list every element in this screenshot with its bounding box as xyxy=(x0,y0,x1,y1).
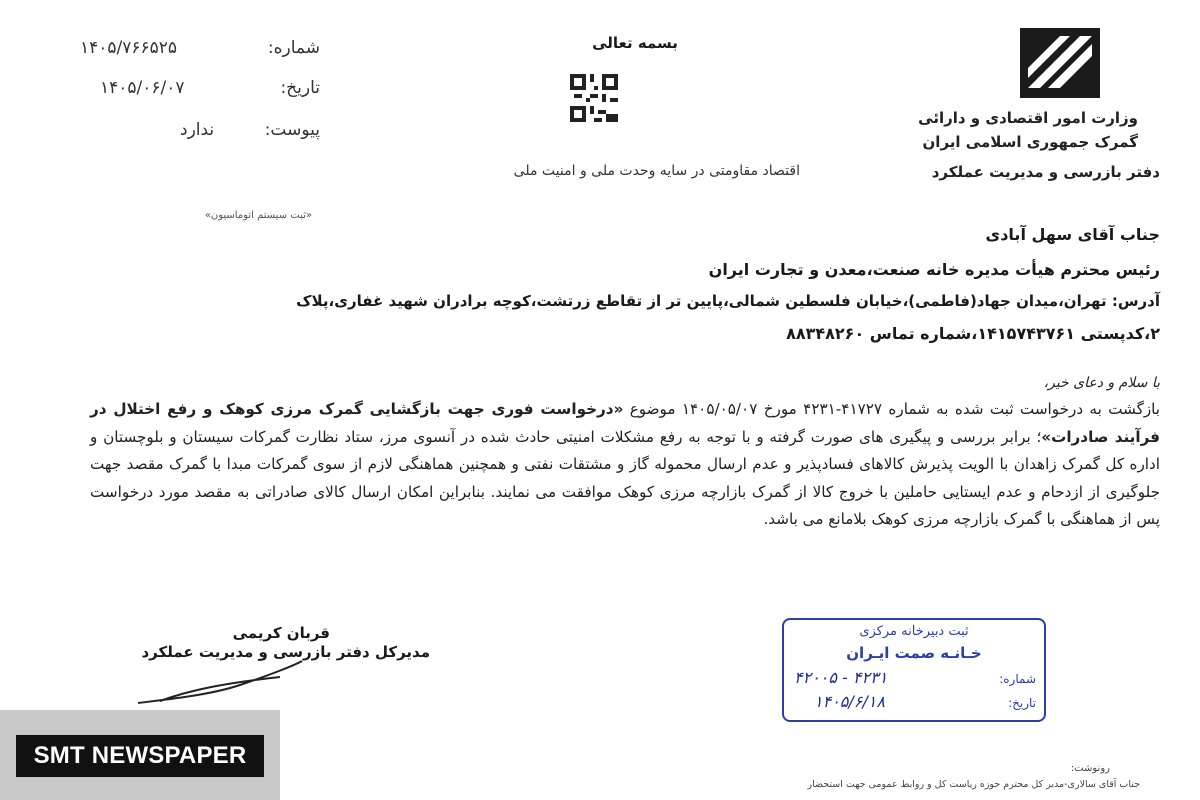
recipient-postal: ۲،کدپستی ۱۴۱۵۷۴۳۷۶۱،شماره تماس ۸۸۳۴۸۲۶۰ xyxy=(786,324,1160,343)
letter-attachment-row xyxy=(80,120,320,146)
system-note: «ثبت سیستم اتوماسیون» xyxy=(204,210,312,221)
body-subject: «درخواست فوری جهت بازگشایی گمرک مرزی کوهک و رفع اختلال در فرآیند صادرات» xyxy=(90,400,1160,446)
letter-attachment-value: ندارد xyxy=(180,120,215,140)
stamp-number-label: شماره: xyxy=(999,672,1036,686)
ministry-block xyxy=(918,106,1138,154)
slogan: اقتصاد مقاومتی در سایه وحدت ملی و امنیت ملی xyxy=(513,163,800,179)
cc-label: رونوشت: xyxy=(1070,763,1110,774)
body-rest: ؛ برابر بررسی و پیگیری های صورت گرفته و با توجه به رفع مشکلات امنیتی حادث شده در آنسوی مرز، ستاد نظارت گمرکات سیستان و بلوچستان و اداره کل گمرک زاهدان با الویت پذیرش کالاهای فسادپذیر و عدم ارسال محموله گاز و مشتقات نفتی و همچنین هماهنگی لازم از سوی گمرکات مبدا با گمرک مقصد جهت جلوگیری از ازدحام و عدم ایستایی حاملین با خروج کالا از گمرک بازارچه مرزی کوهک موافقت می نمایند. بنابراین امکان ارسال کالای صادراتی به مقصد مورد درخواست پس از هماهنگی با گمرک بازارچه مرزی کوهک بلامانع می باشد. xyxy=(90,427,1160,528)
ministry-line-2: گمرک جمهوری اسلامی ایران xyxy=(922,133,1138,151)
signatory-name: قربان کریمی xyxy=(232,624,330,642)
signature-icon xyxy=(130,655,310,710)
office-name: دفتر بازرسی و مدیریت عملکرد xyxy=(931,163,1160,181)
letter-number-label: شماره: xyxy=(267,38,320,58)
stamp-number-value: ۴۲۳۱ - ۴۲۰۰۵ xyxy=(794,668,888,687)
cc-line: جناب آقای سالاری-مدیر کل محترم حوزه ریاست کل و روابط عمومی جهت استحضار xyxy=(807,779,1140,790)
letter-date-row xyxy=(80,78,320,104)
stamp-date-label: تاریخ: xyxy=(1008,696,1036,710)
customs-logo-icon xyxy=(1018,26,1102,100)
salutation: با سلام و دعای خیر، xyxy=(1043,375,1160,391)
recipient-title: رئیس محترم هیأت مدیره خانه صنعت،معدن و تجارت ایران xyxy=(708,260,1160,279)
basmala-heading: بسمه تعالی xyxy=(592,34,678,52)
signatory-title: مدیرکل دفتر بازرسی و مدیریت عملکرد xyxy=(141,643,430,661)
body-intro: بازگشت به درخواست ثبت شده به شماره ۴۱۷۲۷-۴۲۳۱ مورخ ۱۴۰۵/۰۵/۰۷ موضوع xyxy=(623,400,1161,418)
letter-date-label: تاریخ: xyxy=(280,78,320,98)
letter-date-value: ۱۴۰۵/۰۶/۰۷ xyxy=(100,78,185,98)
letter-number-row xyxy=(80,38,320,64)
letter-attachment-label: پیوست: xyxy=(264,120,320,140)
letter-number-value: ۱۴۰۵/۷۶۶۵۲۵ xyxy=(80,38,178,58)
recipient-name: جناب آقای سهل آبادی xyxy=(985,225,1160,244)
qr-code-icon xyxy=(570,74,618,122)
ministry-line-1: وزارت امور اقتصادی و دارائی xyxy=(918,109,1138,127)
recipient-address: آدرس: تهران،میدان جهاد(فاطمی)،خیابان فلسطین شمالی،پایین تر از تقاطع زرتشت،کوچه برادران شهید غفاری،پلاک xyxy=(296,292,1160,310)
stamp-line-2: خـانـه صمت ایـران xyxy=(846,644,982,662)
stamp-date-value: ۱۴۰۵/۶/۱۸ xyxy=(814,692,885,711)
letter-body xyxy=(90,396,1160,534)
registration-stamp xyxy=(782,618,1046,722)
stamp-line-1: ثبت دبیرخانه مرکزی xyxy=(859,624,969,639)
brand-logo: SMT NEWSPAPER xyxy=(16,735,264,777)
